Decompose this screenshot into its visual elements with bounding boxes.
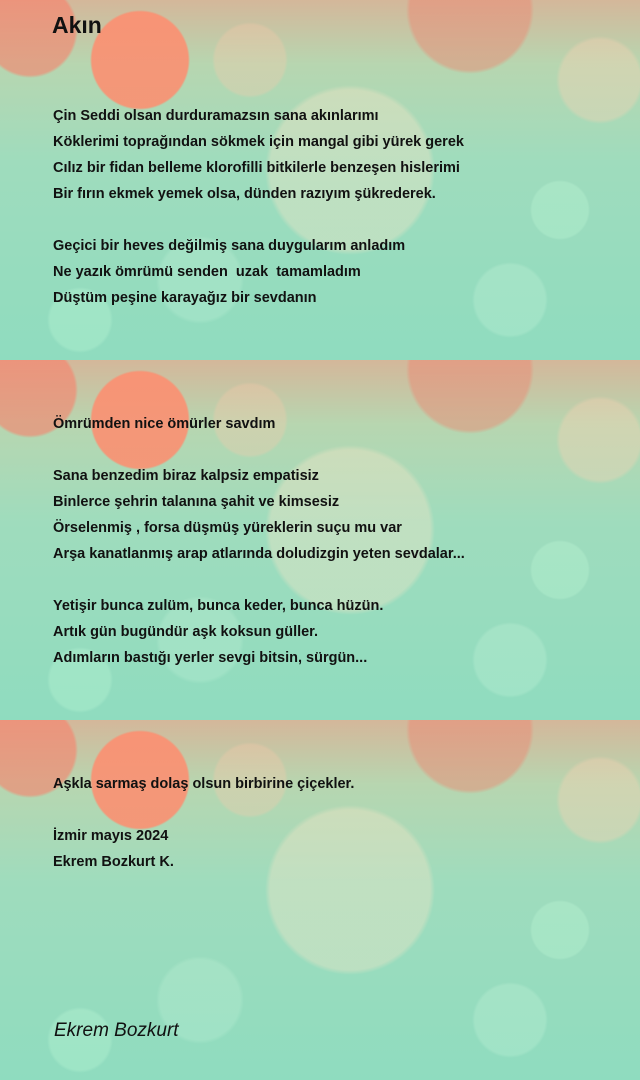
poem-line: Köklerimi toprağından sökmek için mangal gibi yürek gerek (53, 134, 464, 150)
poem-line: Yetişir bunca zulüm, bunca keder, bunca hüzün. (53, 598, 384, 614)
poem-line: Arşa kanatlanmış arap atlarında doludizgin yeten sevdalar... (53, 546, 465, 562)
author-name: Ekrem Bozkurt (54, 1020, 179, 1041)
poem-panel-1 (0, 0, 640, 360)
signature-name: Ekrem Bozkurt K. (53, 854, 174, 870)
poem-line: Ne yazık ömrümü senden uzak tamamladım (53, 264, 361, 280)
poem-line: Bir fırın ekmek yemek olsa, dünden razıyım şükrederek. (53, 186, 436, 202)
poem-panel-2 (0, 360, 640, 720)
poem-line: Artık gün bugündür aşk koksun güller. (53, 624, 319, 640)
stanza (53, 411, 275, 437)
stanza (53, 593, 383, 671)
poem-line: Sana benzedim biraz kalpsiz empatisiz (53, 468, 319, 484)
poem-line: Düştüm peşine karayağız bir sevdanın (53, 290, 317, 306)
stanza (53, 463, 465, 567)
stanza (53, 233, 405, 311)
poem-line: Örselenmiş , forsa düşmüş yüreklerin suçu mu var (53, 520, 402, 536)
poem-line: Aşkla sarmaş dolaş olsun birbirine çiçekler. (53, 776, 355, 792)
signature-place-date: İzmir mayıs 2024 (53, 828, 169, 844)
poem-line: Binlerce şehrin talanına şahit ve kimsesiz (53, 494, 340, 510)
poem-line: Adımların bastığı yerler sevgi bitsin, sürgün... (53, 650, 368, 666)
poem-title: Akın (52, 12, 102, 38)
stanza (53, 771, 354, 797)
poem-line: Çin Seddi olsan durduramazsın sana akınlarımı (53, 108, 379, 124)
poem-line: Cılız bir fidan belleme klorofilli bitkilerle benzeşen hislerimi (53, 160, 460, 176)
poem-line: Ömrümden nice ömürler savdım (53, 416, 276, 432)
stanza (53, 823, 174, 875)
poem-panel-3 (0, 720, 640, 1080)
stanza (53, 103, 464, 207)
poem-line: Geçici bir heves değilmiş sana duygularım anladım (53, 238, 406, 254)
